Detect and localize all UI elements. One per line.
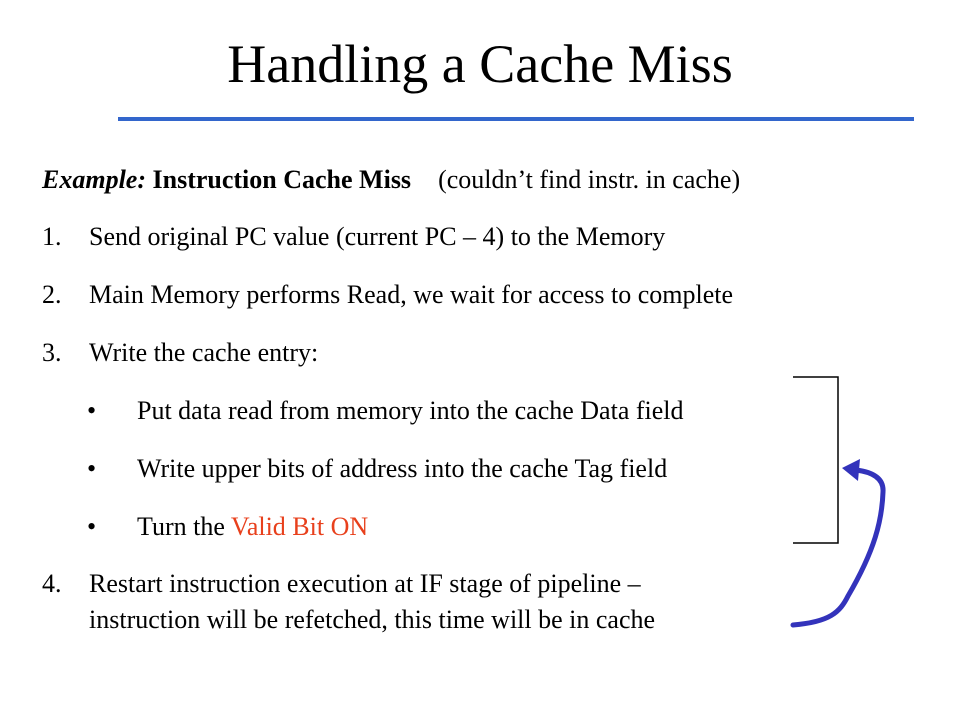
substep-2-bullet: • (87, 454, 97, 483)
arrowhead-icon (842, 459, 860, 481)
step-4-text: Restart instruction execution at IF stage of pipeline – (89, 569, 641, 598)
example-heading: Instruction Cache Miss (152, 165, 412, 194)
step-2-number: 2. (42, 280, 62, 309)
slide-title: Handling a Cache Miss (227, 34, 733, 94)
step-1-number: 1. (42, 222, 62, 251)
substep-1-bullet: • (87, 396, 97, 425)
substep-3-text: Turn the (137, 512, 231, 541)
example-label: Example: (42, 165, 146, 194)
substep-2-text: Write upper bits of address into the cache Tag field (137, 454, 668, 483)
substep-1-text: Put data read from memory into the cache Data field (137, 396, 684, 425)
step-3-text: Write the cache entry: (89, 338, 319, 367)
step-2-text: Main Memory performs Read, we wait for access to complete (89, 280, 734, 309)
valid-bit-highlight: Valid Bit ON (230, 512, 369, 541)
step-1-text: Send original PC value (current PC – 4) to the Memory (89, 222, 666, 251)
substep-3-bullet: • (87, 512, 97, 541)
step-3-number: 3. (42, 338, 62, 367)
example-note: (couldn’t find instr. in cache) (438, 165, 741, 194)
substeps-bracket (793, 377, 838, 543)
step-4-continuation: instruction will be refetched, this time will be in cache (89, 605, 656, 634)
step-4-number: 4. (42, 569, 62, 598)
